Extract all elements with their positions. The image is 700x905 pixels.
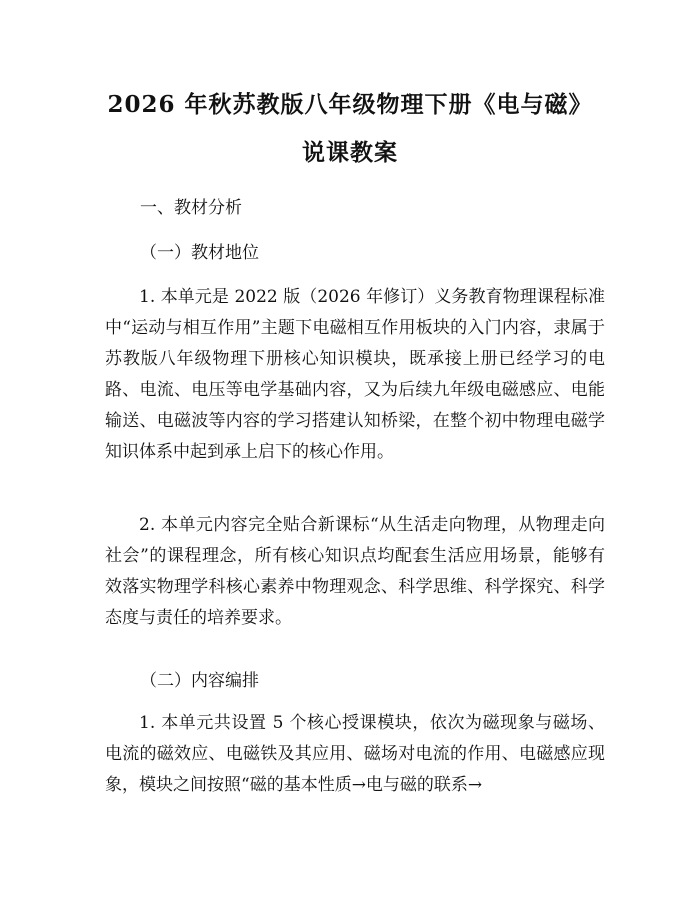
paragraph-arrangement-1: 1. 本单元共设置 5 个核心授课模块，依次为磁现象与磁场、电流的磁效应、电磁铁及其应用、磁场对电流的作用、电磁感应现象，模块之间按照“磁的基本性质→电与磁的联系→ xyxy=(105,713,605,795)
subsection-heading-content-arrangement: （二）内容编排 xyxy=(140,671,259,691)
document-title-line-2: 说课教案 xyxy=(302,139,398,166)
paragraph-position-1: 1. 本单元是 2022 版（2026 年修订）义务教育物理课程标准中“运动与相互作用”主题下电磁相互作用板块的入门内容，隶属于苏教版八年级物理下册核心知识模块，既承接上册已经学习的电路、电流、电压等电学基础内容，又为后续九年级电磁感应、电能输送、电磁波等内容的学习搭建认知桥梁，在整个初中物理电磁学知识体系中起到承上启下的核心作用。 xyxy=(105,287,605,462)
paragraph-position-2: 2. 本单元内容完全贴合新课标“从生活走向物理，从物理走向社会”的课程理念，所有核心知识点均配套生活应用场景，能够有效落实物理学科核心素养中物理观念、科学思维、科学探究、科学态度与责任的培养要求。 xyxy=(105,515,605,628)
section-heading-textbook-analysis: 一、教材分析 xyxy=(140,198,242,218)
subsection-heading-textbook-position: （一）教材地位 xyxy=(140,243,259,263)
document-title-line-1: 2026 年秋苏教版八年级物理下册《电与磁》 xyxy=(107,91,593,118)
